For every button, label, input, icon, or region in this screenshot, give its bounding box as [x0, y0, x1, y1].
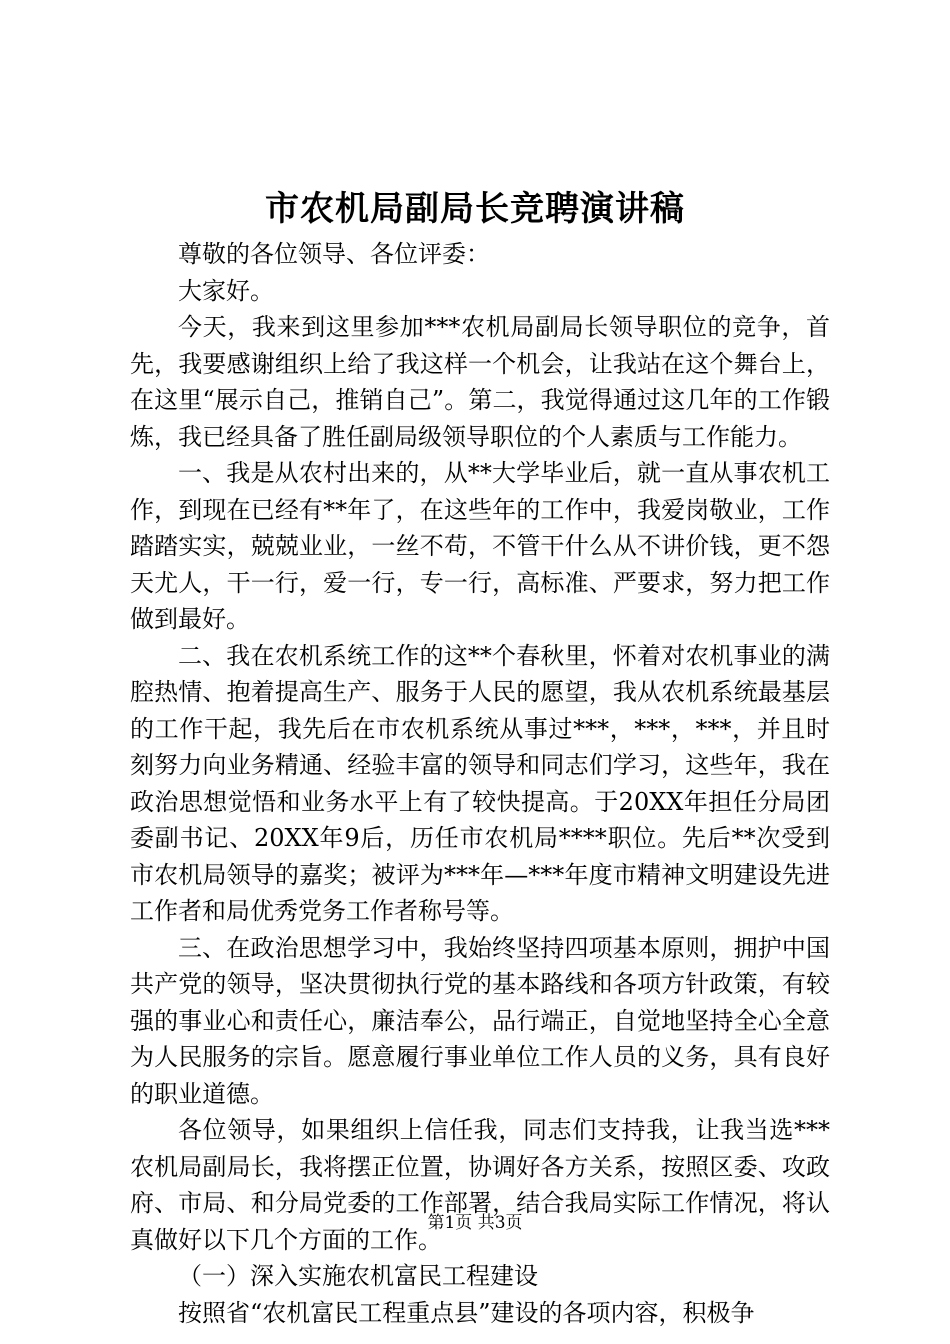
greeting: 大家好。 [178, 276, 274, 305]
paragraph-point-three: 三、在政治思想学习中，我始终坚持四项基本原则，拥护中国共产党的领导，坚决贯彻执行党的基本路线和各项方针政策，有较强的事业心和责任心，廉洁奉公，品行端正，自觉地坚持全心全意为人民服务的宗旨。愿意履行事业单位工作人员的义务，具有良好的职业道德。 [130, 933, 830, 1108]
paragraph-point-two: 二、我在农机系统工作的这**个春秋里，怀着对农机事业的满腔热情、抱着提高生产、服务于人民的愿望，我从农机系统最基层的工作干起，我先后在市农机系统从事过***，***，***，并且时刻努力向业务精通、经验丰富的领导和同志们学习，这些年，我在政治思想觉悟和业务水平上有了较快提高。于20XX年担任分局团委副书记、20XX年9后，历任市农机局****职位。先后**次受到市农机局领导的嘉奖；被评为***年—***年度市精神文明建设先进工作者和局优秀党务工作者称号等。 [130, 641, 830, 925]
section-heading: （一）深入实施农机富民工程建设 [178, 1262, 538, 1290]
salutation: 尊敬的各位领导、各位评委： [178, 240, 490, 268]
paragraph-commitment: 各位领导，如果组织上信任我，同志们支持我，让我当选***农机局副局长，我将摆正位置，协调好各方关系，按照区委、攻政府、市局、和分局党委的工作部署，结合我局实际工作情况，将认真做好以下几个方面的工作。 [130, 1116, 830, 1254]
document-title: 市农机局副局长竞聘演讲稿 [265, 189, 685, 229]
document-body [130, 236, 830, 1331]
paragraph-section-text: 按照省“农机富民工程重点县”建设的各项内容，积极争 [178, 1298, 755, 1327]
page-footer: 第1页 共3页 [427, 1213, 523, 1233]
paragraph-intro: 今天，我来到这里参加***农机局副局长领导职位的竞争，首先，我要感谢组织上给了我这样一个机会，让我站在这个舞台上，在这里“展示自己，推销自己”。第二，我觉得通过这几年的工作锻炼，我已经具备了胜任副局级领导职位的个人素质与工作能力。 [130, 313, 830, 451]
paragraph-point-one: 一、我是从农村出来的，从**大学毕业后，就一直从事农机工作，到现在已经有**年了，在这些年的工作中，我爱岗敬业，工作踏踏实实，兢兢业业，一丝不苟，不管干什么从不讲价钱，更不怨天尤人，干一行，爱一行，专一行，高标准、严要求，努力把工作做到最好。 [130, 459, 830, 633]
